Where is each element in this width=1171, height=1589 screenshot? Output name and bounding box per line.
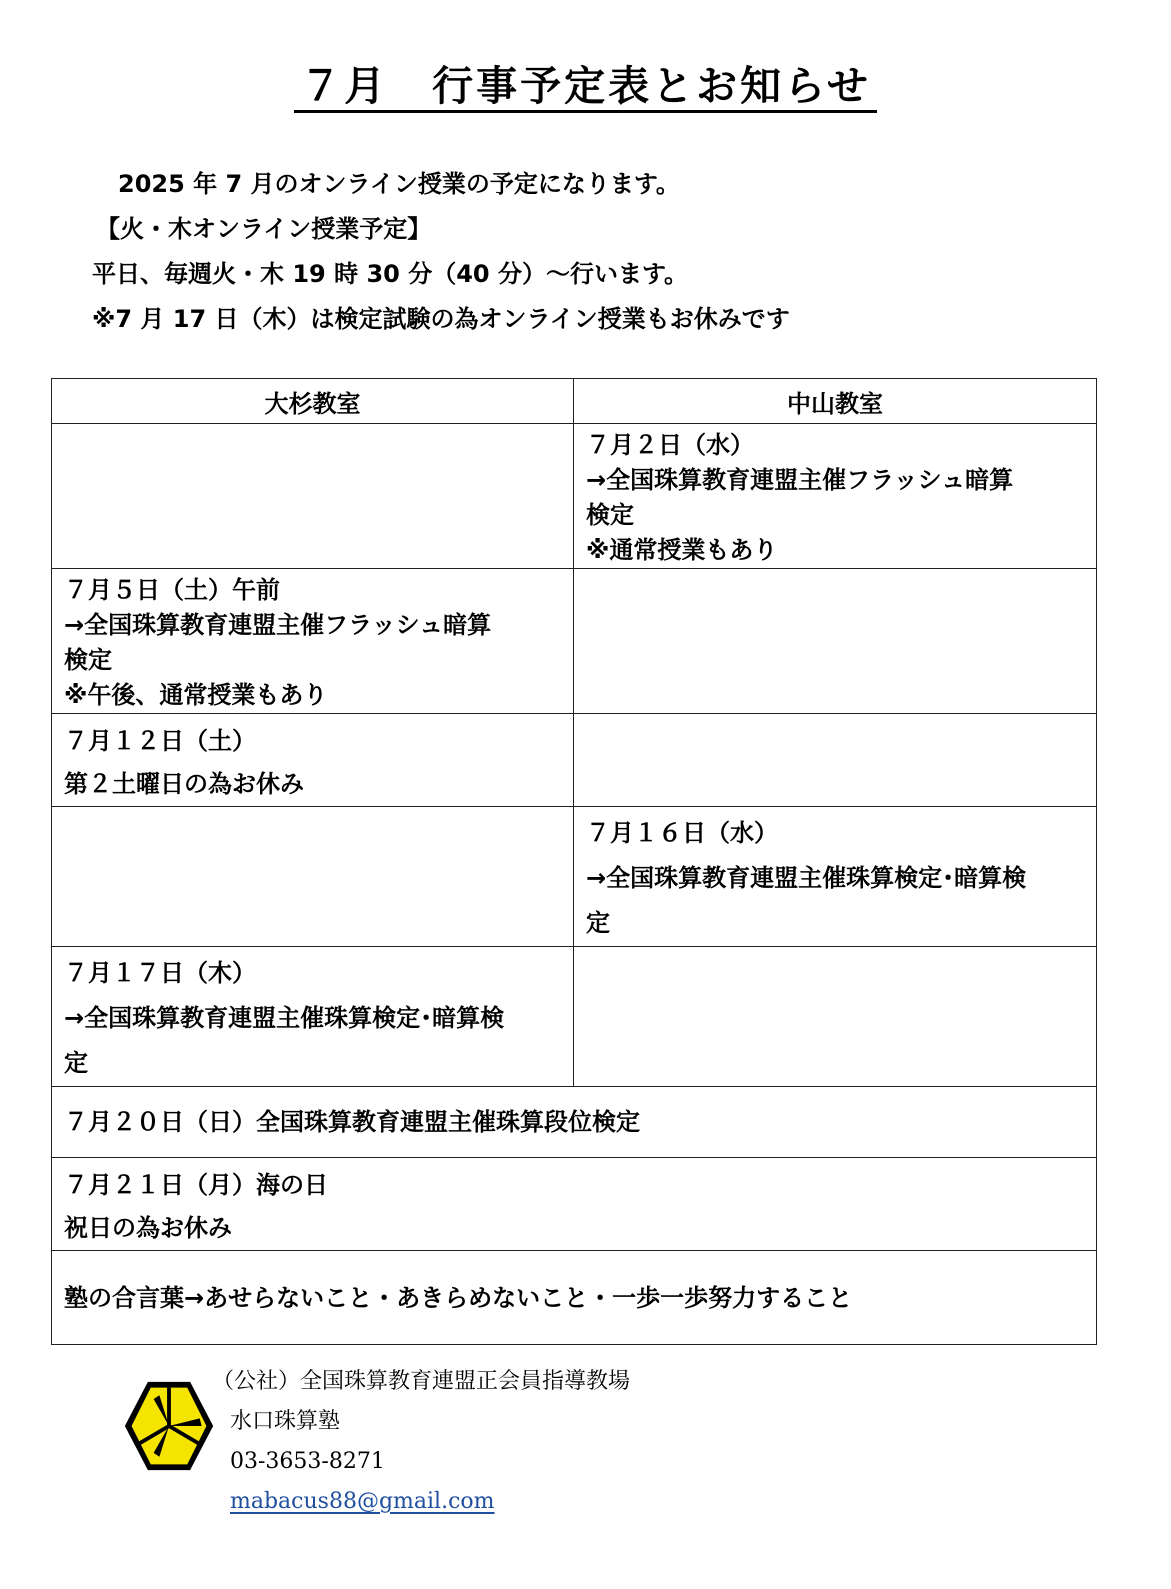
table-row-full <box>52 1251 1097 1345</box>
schedule-table <box>51 378 1097 1345</box>
cell-osugi <box>52 424 574 569</box>
event-jul-5: ７月５日（土）午前 →全国珠算教育連盟主催フラッシュ暗算 検定 ※午後、通常授業もあり <box>64 576 492 709</box>
header-nakayama: 中山教室 <box>574 379 1097 424</box>
header-osugi: 大杉教室 <box>52 379 574 424</box>
intro-section <box>92 162 790 342</box>
event-jul-2: ７月２日（水） →全国珠算教育連盟主催フラッシュ暗算 検定 ※通常授業もあり <box>586 431 1014 564</box>
cell-nakayama <box>574 714 1097 807</box>
table-header-row <box>52 379 1097 424</box>
event-jul-16: ７月１６日（水） →全国珠算教育連盟主催珠算検定･暗算検 定 <box>586 819 1027 937</box>
table-row-full <box>52 1158 1097 1251</box>
event-jul-12: ７月１２日（土） 第２土曜日の為お休み <box>64 727 304 798</box>
cell-nakayama <box>574 947 1097 1087</box>
intro-line-2: 【火・木オンライン授業予定】 <box>96 215 432 243</box>
intro-line-1: 2025 年 7 月のオンライン授業の予定になります。 <box>118 170 680 198</box>
event-jul-20: ７月２０日（日）全国珠算教育連盟主催珠算段位検定 <box>52 1087 1097 1158</box>
school-name: 水口珠算塾 <box>230 1409 341 1434</box>
cell-nakayama <box>574 807 1097 947</box>
table-row <box>52 714 1097 807</box>
event-jul-17: ７月１７日（木） →全国珠算教育連盟主催珠算検定･暗算検 定 <box>64 959 505 1077</box>
intro-line-4: ※7 月 17 日（木）は検定試験の為オンライン授業もお休みです <box>92 305 790 333</box>
cell-osugi <box>52 807 574 947</box>
cell-nakayama <box>574 424 1097 569</box>
abacus-league-logo-icon <box>120 1378 218 1474</box>
school-motto: 塾の合言葉→あせらないこと・あきらめないこと・一歩一歩努力すること <box>52 1251 1097 1345</box>
table-row <box>52 807 1097 947</box>
email-link[interactable]: mabacus88@gmail.com <box>230 1489 495 1514</box>
footer-text <box>212 1362 630 1522</box>
cell-osugi <box>52 714 574 807</box>
table-row <box>52 569 1097 714</box>
org-name: （公社）全国珠算教育連盟正会員指導教場 <box>212 1369 631 1394</box>
page-title-text: ７月 行事予定表とお知らせ <box>294 62 877 113</box>
cell-osugi <box>52 569 574 714</box>
table-row <box>52 947 1097 1087</box>
cell-osugi <box>52 947 574 1087</box>
table-row-full <box>52 1087 1097 1158</box>
cell-nakayama <box>574 569 1097 714</box>
phone-number: 03-3653-8271 <box>230 1449 385 1474</box>
page-title <box>0 58 1171 114</box>
footer <box>120 1362 820 1532</box>
intro-line-3: 平日、毎週火・木 19 時 30 分（40 分）～行います。 <box>92 260 689 288</box>
event-jul-21: ７月２１日（月）海の日 祝日の為お休み <box>52 1158 1097 1251</box>
table-row <box>52 424 1097 569</box>
